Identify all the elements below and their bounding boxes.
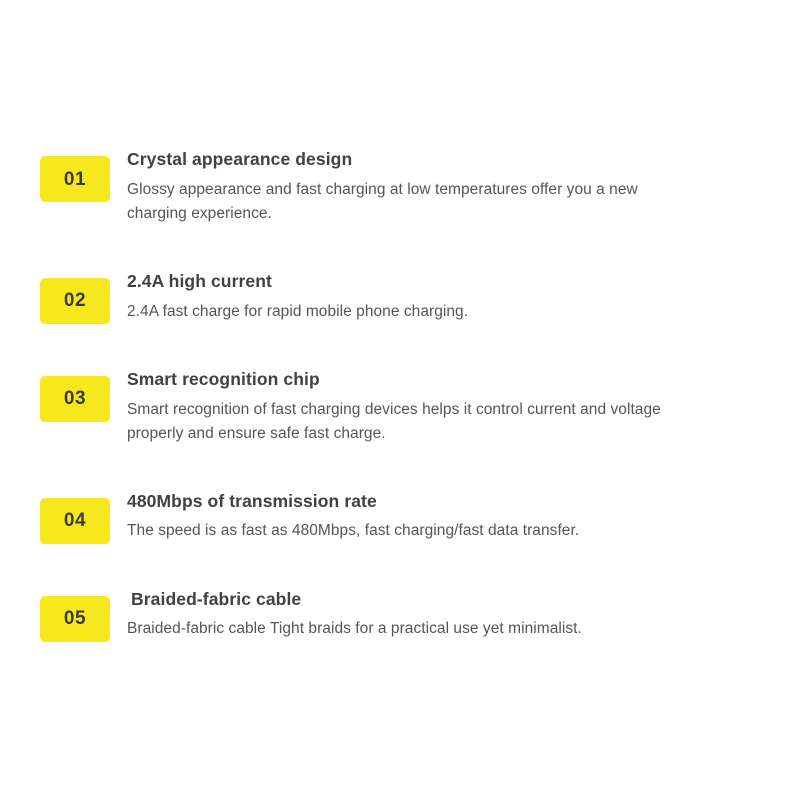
- feature-number-badge: [40, 596, 110, 642]
- feature-title: Crystal appearance design: [127, 149, 353, 169]
- feature-content: [127, 360, 687, 446]
- feature-number-badge: [40, 376, 110, 422]
- list-item: [40, 140, 740, 226]
- feature-number-badge: [40, 498, 110, 544]
- feature-description: Smart recognition of fast charging devices helps it control current and voltage properly and ensure safe fast charge.: [127, 400, 661, 442]
- feature-number: 04: [63, 510, 87, 532]
- feature-description: Braided-fabric cable Tight braids for a practical use yet minimalist.: [127, 620, 582, 638]
- feature-number: 05: [63, 608, 87, 630]
- feature-content: [127, 140, 687, 226]
- feature-title: 480Mbps of transmission rate: [127, 490, 377, 511]
- feature-number: 03: [63, 388, 87, 410]
- list-item: [40, 482, 740, 544]
- feature-title: Smart recognition chip: [127, 368, 320, 389]
- feature-content: [127, 482, 579, 544]
- feature-title: 2.4A high current: [127, 270, 272, 291]
- feature-list: [40, 140, 740, 642]
- feature-number-badge: [40, 156, 110, 202]
- feature-number: 01: [63, 168, 87, 190]
- feature-content: [127, 262, 468, 324]
- feature-title: Braided-fabric cable: [131, 588, 302, 609]
- feature-description: Glossy appearance and fast charging at low temperatures offer you a new charging experience.: [127, 180, 638, 222]
- list-item: [40, 580, 740, 642]
- feature-content: [127, 580, 582, 642]
- feature-number: 02: [63, 290, 87, 312]
- feature-description: The speed is as fast as 480Mbps, fast charging/fast data transfer.: [127, 522, 580, 540]
- list-item: [40, 262, 740, 324]
- feature-number-badge: [40, 278, 110, 324]
- feature-description: 2.4A fast charge for rapid mobile phone charging.: [127, 302, 469, 320]
- list-item: [40, 360, 740, 446]
